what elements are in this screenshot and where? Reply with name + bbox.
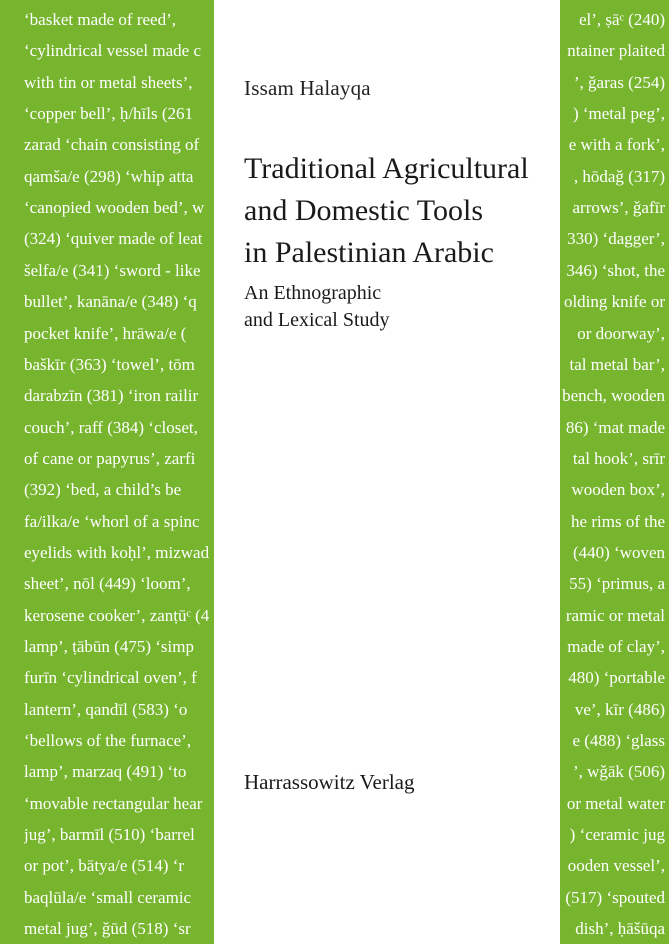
background-text-right: 86) ‘mat made: [565, 417, 665, 437]
background-text-left: lantern’, qandīl (583) ‘o: [24, 699, 188, 719]
background-text-right: , hōdaǧ (317): [573, 166, 665, 186]
background-text-right: 55) ‘primus, a: [569, 574, 665, 594]
background-text-right: ntainer plaited: [567, 41, 665, 61]
background-text-left: fa/ilka/e ‘whorl of a spinc: [24, 511, 200, 531]
background-text-left: ‘cylindrical vessel made c: [24, 41, 202, 61]
background-text-right: ooden vessel’,: [567, 856, 665, 876]
background-text-left: baqlūla/e ‘small ceramic: [24, 887, 192, 907]
background-text-right: (517) ‘spouted: [565, 887, 665, 907]
background-text-right: (440) ‘woven: [572, 542, 665, 562]
background-text-right: ’, wǧāk (506): [572, 762, 665, 782]
background-text-right: wooden box’,: [571, 480, 665, 500]
background-text-left: furīn ‘cylindrical oven’, f: [24, 668, 197, 688]
background-text-right: 330) ‘dagger’,: [567, 229, 665, 249]
background-text-left: ‘canopied wooden bed’, w: [24, 198, 205, 218]
background-text-left: bullet’, kanāna/e (348) ‘q: [24, 292, 197, 312]
background-text-right: ) ‘metal peg’,: [572, 104, 665, 124]
publisher-name: Harrassowitz Verlag: [244, 770, 415, 794]
background-text-left: ‘movable rectangular hear: [24, 793, 203, 813]
background-text-left: eyelids with koḥl’, mizwad: [24, 542, 210, 562]
background-text-left: couch’, raff (384) ‘closet,: [24, 417, 198, 437]
author-name: Issam Halayqa: [244, 76, 371, 100]
background-text-right: or doorway’,: [577, 323, 665, 343]
background-text-left: sheet’, nōl (449) ‘loom’,: [24, 574, 191, 594]
title-line: Traditional Agricultural: [244, 152, 529, 185]
background-text-right: ve’, kīr (486): [574, 699, 665, 719]
background-text-left: jug’, barmīl (510) ‘barrel: [24, 825, 195, 845]
book-subtitle: [244, 280, 390, 334]
background-text-right: e (488) ‘glass: [572, 731, 665, 751]
background-text-left: metal jug’, ǧūd (518) ‘sr: [24, 919, 191, 939]
background-text-right: or metal water: [566, 793, 665, 813]
title-line: in Palestinian Arabic: [244, 236, 494, 269]
background-text-left: baškīr (363) ‘towel’, tōm: [24, 354, 195, 374]
background-text-left: of cane or papyrus’, zarfi: [24, 448, 196, 468]
background-text-left: ‘bellows of the furnace’,: [24, 731, 192, 751]
background-text-left: lamp’, marzaq (491) ‘to: [24, 762, 187, 782]
background-text-left: darabzīn (381) ‘iron railir: [24, 386, 199, 406]
background-text-right: 346) ‘shot, the: [566, 260, 665, 280]
background-text-right: he rims of the: [571, 511, 665, 531]
background-text-right: olding knife or: [563, 292, 665, 312]
background-text-left: zarad ‘chain consisting of: [24, 135, 200, 155]
background-text-right: ramic or metal: [565, 605, 665, 625]
background-text-right: ’, ǧaras (254): [573, 72, 665, 92]
cover-panel: [214, 0, 560, 944]
book-title: [244, 148, 554, 274]
title-line: and Domestic Tools: [244, 194, 483, 227]
background-text-right: bench, wooden: [562, 386, 665, 406]
subtitle-line: and Lexical Study: [244, 309, 390, 331]
background-text-right: el’, ṣāᶜ (240): [578, 10, 665, 29]
background-text-left: (324) ‘quiver made of leat: [24, 229, 203, 249]
background-text-right: tal hook’, srīr: [572, 448, 665, 468]
background-text-left: pocket knife’, hrāwa/e (: [24, 323, 187, 343]
background-text-left: šelfa/e (341) ‘sword - like: [24, 260, 201, 280]
subtitle-line: An Ethnographic: [244, 282, 382, 304]
background-text-right: arrows’, ǧafīr: [572, 198, 665, 218]
background-text-left: ‘copper bell’, ḥ/hīls (261: [24, 104, 194, 124]
background-text-left: lamp’, ṭābūn (475) ‘simp: [24, 637, 194, 656]
background-text-left: with tin or metal sheets’,: [24, 72, 193, 92]
background-text-left: ‘basket made of reed’,: [24, 10, 176, 29]
background-text-right: made of clay’,: [567, 637, 665, 656]
background-text-right: ) ‘ceramic jug: [569, 825, 665, 845]
background-text-right: dish’, ḥāšūqa: [575, 919, 665, 939]
background-text-right: 480) ‘portable: [568, 668, 665, 688]
background-text-left: or pot’, bātya/e (514) ‘r: [24, 856, 185, 876]
background-text-left: (392) ‘bed, a child’s be: [24, 480, 182, 500]
background-text-right: e with a fork’,: [568, 135, 665, 155]
background-text-right: tal metal bar’,: [569, 354, 665, 374]
background-text-left: qamša/e (298) ‘whip atta: [24, 166, 194, 186]
background-text-left: kerosene cooker’, zanṭūᶜ (4: [24, 605, 210, 625]
